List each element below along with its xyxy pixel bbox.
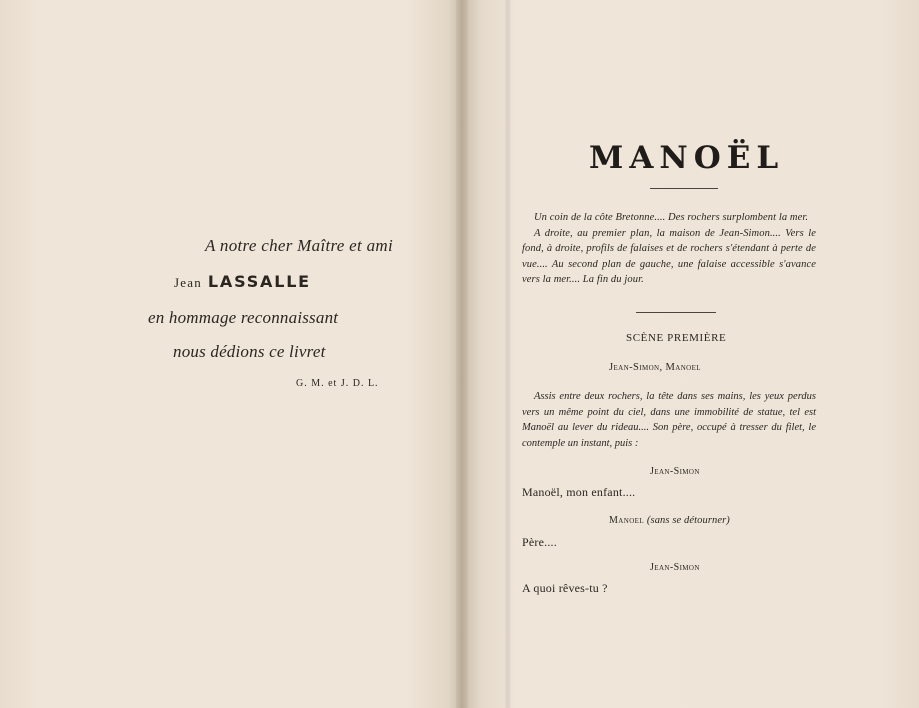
dedication-line-3: en hommage reconnaissant xyxy=(148,308,339,327)
title-divider xyxy=(650,188,718,189)
dedication-first-name: Jean xyxy=(174,275,202,290)
page-edge-shadow xyxy=(505,0,511,708)
speaker-name: Manoel xyxy=(609,515,645,526)
dialogue-line: A quoi rêves-tu ? xyxy=(522,581,608,595)
dedication-last-name: LASSALLE xyxy=(207,272,311,291)
speaker-label xyxy=(650,466,700,477)
scene-heading: SCÈNE PREMIÈRE xyxy=(626,332,727,344)
scene-characters: Jean-Simon, Manoel xyxy=(609,362,701,373)
right-page xyxy=(462,0,919,708)
speaker-label xyxy=(609,515,730,526)
stage-direction: Assis entre deux rochers, la tête dans ses mains, les yeux perdus vers un même point du ciel, dans une immobilité de statue, tel est Manoël au lever du rideau.... Son père, occupé à tresser du filet, le contemple un instant, puis : xyxy=(522,391,816,449)
book-gutter xyxy=(456,0,468,708)
dialogue-line: Manoël, mon enfant.... xyxy=(522,485,636,499)
speaker-direction: (sans se détourner) xyxy=(646,515,730,526)
dedication-line-1: A notre cher Maître et ami xyxy=(205,236,393,255)
dialogue-line: Père.... xyxy=(522,535,557,549)
dedication-signature: G. M. et J. D. L. xyxy=(296,378,379,389)
setting-paragraph-2: A droite, au premier plan, la maison de Jean-Simon.... Vers le fond, à droite, profils de falaises et de rochers s'étendant à perte de vue.... Au second plan de gauche, une falaise accessible s'avance vers la mer.... La fin du jour. xyxy=(522,227,816,286)
setting-description xyxy=(522,210,816,288)
speaker-name: Jean-Simon xyxy=(650,562,700,573)
setting-paragraph-1: Un coin de la côte Bretonne.... Des rochers surplombent la mer. xyxy=(534,212,809,223)
setting-divider xyxy=(636,312,716,313)
speaker-name: Jean-Simon xyxy=(650,466,700,477)
speaker-label xyxy=(650,562,700,573)
play-title: MANOËL xyxy=(589,140,785,176)
dedication-name xyxy=(174,272,311,292)
dedication-line-4: nous dédions ce livret xyxy=(173,342,326,361)
